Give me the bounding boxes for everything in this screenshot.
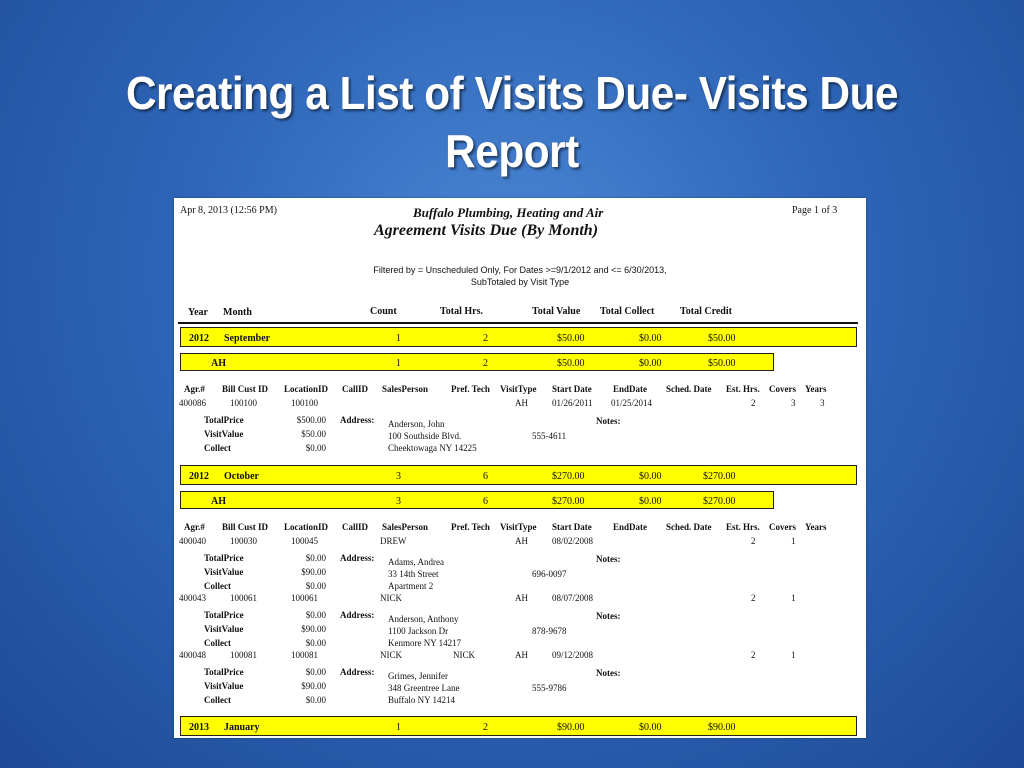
rec-phone: 555-4611 — [532, 431, 567, 441]
rec-sales: NICK — [380, 650, 402, 660]
subtotal-type: AH — [211, 496, 226, 507]
page-number: Page 1 of 3 — [792, 205, 838, 216]
rec-total-price: $0.00 — [305, 610, 326, 620]
month-collect: $0.00 — [639, 471, 662, 482]
month-hrs: 2 — [483, 722, 488, 733]
rec-vtype: AH — [515, 593, 528, 603]
dcol-bill-cust: Bill Cust ID — [222, 384, 269, 394]
rec-total-price: $0.00 — [305, 667, 326, 677]
col-total-hrs: Total Hrs. — [440, 306, 483, 317]
subtotal-band — [180, 353, 774, 371]
rec-addr2: 33 14th Street — [388, 569, 439, 579]
dcol-call: CallID — [342, 522, 369, 532]
subtotal-count: 1 — [396, 358, 401, 369]
col-count: Count — [370, 306, 397, 317]
rec-hrs: 2 — [751, 650, 756, 660]
month-year: 2012 — [189, 471, 209, 482]
label-notes: Notes: — [596, 611, 621, 621]
rec-bill: 100030 — [230, 536, 257, 546]
rec-total-price: $0.00 — [305, 553, 326, 563]
rec-total-price: $500.00 — [296, 415, 326, 425]
rec-collect: $0.00 — [305, 581, 326, 591]
dcol-sched-date: Sched. Date — [666, 384, 712, 394]
label-total-price: TotalPrice — [204, 553, 244, 563]
subtotal-hrs: 6 — [483, 496, 488, 507]
rec-addr3: Cheektowaga NY 14225 — [388, 443, 477, 453]
rec-collect: $0.00 — [305, 695, 326, 705]
report-screenshot — [174, 198, 866, 738]
rec-bill: 100100 — [230, 398, 257, 408]
month-band — [180, 465, 857, 485]
label-collect: Collect — [204, 581, 231, 591]
rec-vtype: AH — [515, 650, 528, 660]
subtotal-hrs: 2 — [483, 358, 488, 369]
label-notes: Notes: — [596, 554, 621, 564]
subtotal-count: 3 — [396, 496, 401, 507]
dcol-pref-tech: Pref. Tech — [451, 522, 490, 532]
rec-bill: 100061 — [230, 593, 257, 603]
label-total-price: TotalPrice — [204, 610, 244, 620]
label-visit-value: VisitValue — [204, 681, 244, 691]
label-total-price: TotalPrice — [204, 667, 244, 677]
rec-vtype: AH — [515, 398, 528, 408]
label-collect: Collect — [204, 443, 231, 453]
rec-addr1: Anderson, John — [388, 419, 445, 429]
month-count: 3 — [396, 471, 401, 482]
dcol-end-date: EndDate — [613, 384, 648, 394]
dcol-location: LocationID — [284, 522, 329, 532]
month-hrs: 2 — [483, 333, 488, 344]
dcol-years: Years — [805, 522, 827, 532]
rec-collect: $0.00 — [305, 638, 326, 648]
filter-line-2: SubTotaled by Visit Type — [470, 277, 570, 287]
rec-hrs: 2 — [751, 536, 756, 546]
subtotal-credit: $270.00 — [703, 496, 736, 507]
month-year: 2012 — [189, 333, 209, 344]
month-collect: $0.00 — [639, 333, 662, 344]
dcol-end-date: EndDate — [613, 522, 648, 532]
month-value: $270.00 — [552, 471, 585, 482]
label-collect: Collect — [204, 695, 231, 705]
month-count: 1 — [396, 333, 401, 344]
subtotal-collect: $0.00 — [639, 358, 662, 369]
month-band — [180, 327, 857, 347]
rec-loc: 100100 — [291, 398, 318, 408]
dcol-agr: Agr.# — [184, 522, 205, 532]
rec-covers: 1 — [791, 650, 796, 660]
rec-addr3: Kenmore NY 14217 — [388, 638, 462, 648]
col-total-value: Total Value — [532, 306, 581, 317]
subtotal-collect: $0.00 — [639, 496, 662, 507]
rec-loc: 100045 — [291, 536, 318, 546]
rec-addr3: Apartment 2 — [388, 581, 434, 591]
dcol-agr: Agr.# — [184, 384, 205, 394]
subtotal-credit: $50.00 — [708, 358, 736, 369]
rec-addr1: Adams, Andrea — [388, 557, 444, 567]
label-address: Address: — [340, 415, 375, 425]
label-notes: Notes: — [596, 668, 621, 678]
subtotal-type: AH — [211, 358, 226, 369]
rec-start: 08/07/2008 — [552, 593, 594, 603]
rec-phone: 555-9786 — [532, 683, 567, 693]
subtotal-value: $270.00 — [552, 496, 585, 507]
dcol-visit-type: VisitType — [500, 384, 537, 394]
dcol-visit-type: VisitType — [500, 522, 537, 532]
month-hrs: 6 — [483, 471, 488, 482]
dcol-salesperson: SalesPerson — [382, 522, 428, 532]
rec-hrs: 2 — [751, 398, 756, 408]
slide-title-line-2: Report — [445, 125, 579, 177]
rec-covers: 3 — [791, 398, 796, 408]
month-value: $90.00 — [557, 722, 585, 733]
rec-addr1: Grimes, Jennifer — [388, 671, 448, 681]
rec-phone: 878-9678 — [532, 626, 567, 636]
month-value: $50.00 — [557, 333, 585, 344]
month-credit: $270.00 — [703, 471, 736, 482]
label-visit-value: VisitValue — [204, 624, 244, 634]
col-total-credit: Total Credit — [680, 306, 732, 317]
rec-agr: 400040 — [179, 536, 206, 546]
month-year: 2013 — [189, 722, 209, 733]
rec-addr2: 100 Southside Blvd. — [388, 431, 462, 441]
filter-line-1: Filtered by = Unscheduled Only, For Dates >=9/1/2012 and <= 6/30/2013, — [373, 265, 667, 275]
dcol-covers: Covers — [769, 384, 796, 394]
col-year: Year — [188, 307, 208, 318]
rec-loc: 100081 — [291, 650, 318, 660]
rec-tech: NICK — [453, 650, 475, 660]
month-band — [180, 716, 857, 736]
rec-collect: $0.00 — [305, 443, 326, 453]
rec-agr: 400048 — [179, 650, 206, 660]
subtotal-value: $50.00 — [557, 358, 585, 369]
slide-title — [78, 64, 946, 180]
rec-end: 01/25/2014 — [611, 398, 653, 408]
label-total-price: TotalPrice — [204, 415, 244, 425]
subtotal-band — [180, 491, 774, 509]
label-address: Address: — [340, 667, 375, 677]
label-address: Address: — [340, 610, 375, 620]
month-collect: $0.00 — [639, 722, 662, 733]
dcol-covers: Covers — [769, 522, 796, 532]
slide-title-line-1: Creating a List of Visits Due- Visits Due — [125, 67, 899, 119]
dcol-start-date: Start Date — [552, 522, 592, 532]
rec-addr3: Buffalo NY 14214 — [388, 695, 455, 705]
rec-visit-value: $90.00 — [301, 681, 326, 691]
month-name: September — [224, 333, 271, 344]
rec-years: 3 — [820, 398, 825, 408]
rec-visit-value: $90.00 — [301, 624, 326, 634]
rec-addr1: Anderson, Anthony — [388, 614, 459, 624]
rec-bill: 100081 — [230, 650, 257, 660]
rec-start: 01/26/2011 — [552, 398, 593, 408]
dcol-salesperson: SalesPerson — [382, 384, 428, 394]
label-notes: Notes: — [596, 416, 621, 426]
report-title: Agreement Visits Due (By Month) — [374, 222, 599, 239]
month-name: January — [224, 722, 260, 733]
col-total-collect: Total Collect — [600, 306, 655, 317]
dcol-start-date: Start Date — [552, 384, 592, 394]
company-name: Buffalo Plumbing, Heating and Air — [413, 205, 604, 220]
rec-start: 09/12/2008 — [552, 650, 594, 660]
rec-sales: DREW — [380, 536, 407, 546]
dcol-call: CallID — [342, 384, 369, 394]
rec-addr2: 1100 Jackson Dr — [388, 626, 449, 636]
label-visit-value: VisitValue — [204, 429, 244, 439]
dcol-pref-tech: Pref. Tech — [451, 384, 490, 394]
dcol-sched-date: Sched. Date — [666, 522, 712, 532]
dcol-location: LocationID — [284, 384, 329, 394]
month-name: October — [224, 471, 259, 482]
label-address: Address: — [340, 553, 375, 563]
rec-addr2: 348 Greentree Lane — [388, 683, 460, 693]
dcol-est-hrs: Est. Hrs. — [726, 522, 760, 532]
header-rule — [178, 322, 858, 324]
rec-loc: 100061 — [291, 593, 318, 603]
report-date: Apr 8, 2013 (12:56 PM) — [180, 205, 277, 216]
month-credit: $90.00 — [708, 722, 736, 733]
rec-visit-value: $90.00 — [301, 567, 326, 577]
rec-sales: NICK — [380, 593, 402, 603]
rec-vtype: AH — [515, 536, 528, 546]
rec-agr: 400043 — [179, 593, 206, 603]
rec-hrs: 2 — [751, 593, 756, 603]
dcol-bill-cust: Bill Cust ID — [222, 522, 269, 532]
dcol-years: Years — [805, 384, 827, 394]
rec-covers: 1 — [791, 536, 796, 546]
month-count: 1 — [396, 722, 401, 733]
month-credit: $50.00 — [708, 333, 736, 344]
rec-covers: 1 — [791, 593, 796, 603]
rec-phone: 696-0097 — [532, 569, 567, 579]
rec-visit-value: $50.00 — [301, 429, 326, 439]
label-collect: Collect — [204, 638, 231, 648]
dcol-est-hrs: Est. Hrs. — [726, 384, 760, 394]
rec-agr: 400086 — [179, 398, 206, 408]
rec-start: 08/02/2008 — [552, 536, 594, 546]
col-month: Month — [223, 307, 252, 318]
label-visit-value: VisitValue — [204, 567, 244, 577]
